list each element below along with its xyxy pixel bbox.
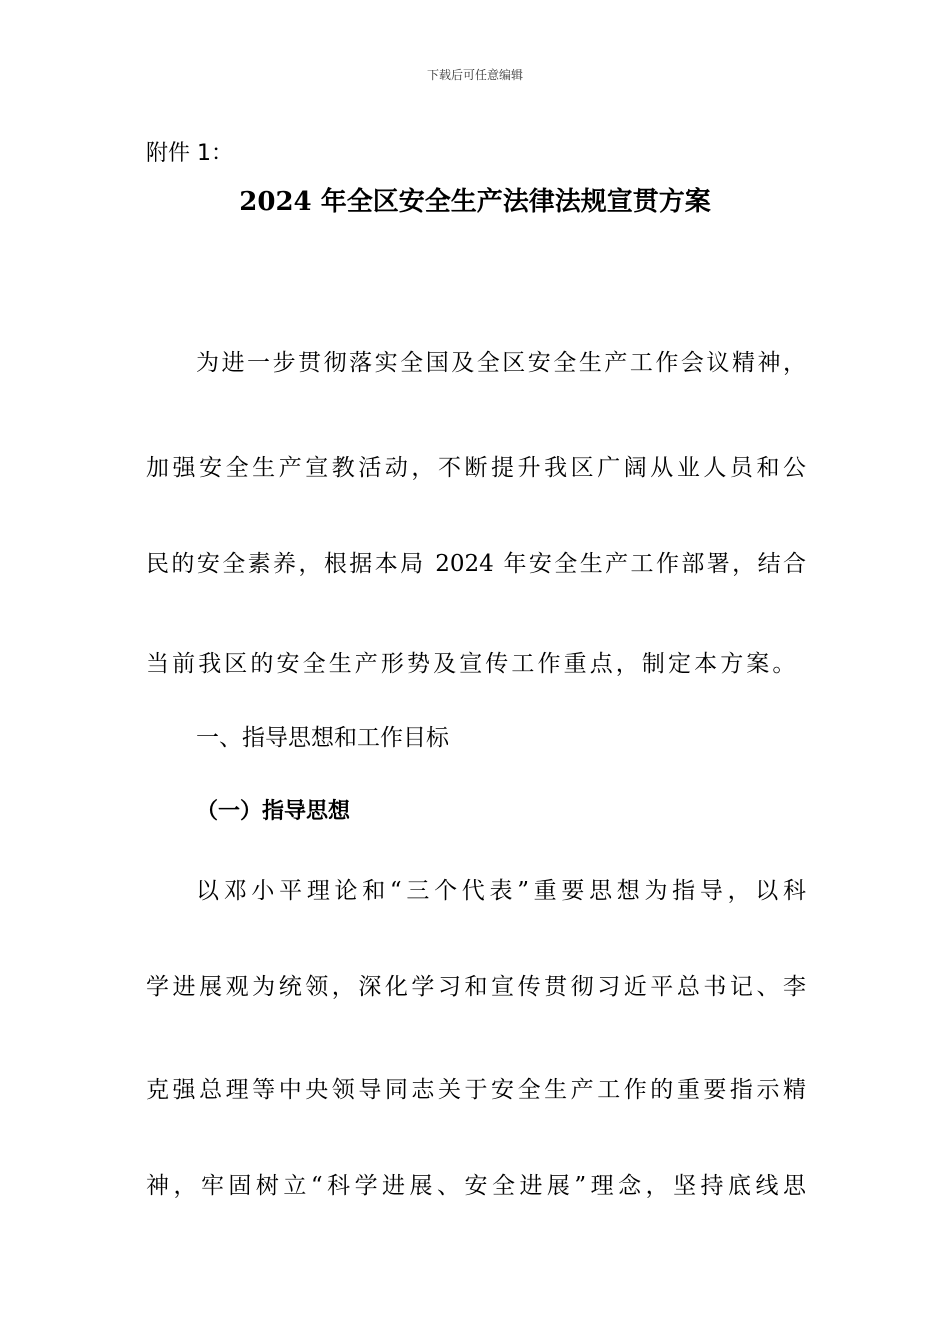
intro-line-1: 为进一步贯彻落实全国及全区安全生产工作会议精神，	[196, 350, 806, 376]
intro-line-4: 当前我区的安全生产形势及宣传工作重点，制定本方案。	[146, 651, 799, 677]
page-header-note: 下载后可任意编辑	[426, 68, 523, 82]
subsection-heading-1: （一）指导思想	[196, 798, 351, 824]
guiding-line-2: 学进展观为统领，深化学习和宣传贯彻习近平总书记、李	[146, 974, 806, 1000]
attachment-label: 附件 1：	[146, 141, 233, 166]
section-heading-1: 一、指导思想和工作目标	[196, 725, 449, 751]
intro-line-2: 加强安全生产宣教活动，不断提升我区广阔从业人员和公	[146, 455, 806, 481]
intro-line-3: 民的安全素养，根据本局 2024 年安全生产工作部署，结合	[146, 551, 806, 577]
guiding-line-4: 神，牢固树立“科学进展、安全进展”理念，坚持底线思	[146, 1173, 806, 1199]
document-title: 2024 年全区安全生产法律法规宣贯方案	[239, 187, 711, 217]
guiding-line-1: 以邓小平理论和“三个代表”重要思想为指导，以科	[196, 878, 806, 904]
guiding-line-3: 克强总理等中央领导同志关于安全生产工作的重要指示精	[146, 1077, 806, 1103]
